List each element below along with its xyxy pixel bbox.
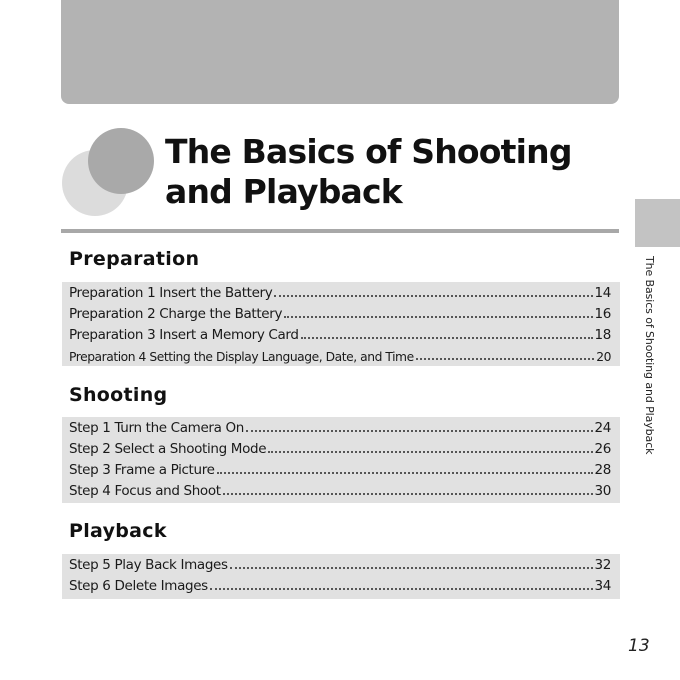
toc-entry-page: 32 <box>594 557 611 573</box>
leader-dots <box>246 430 593 432</box>
title-rule <box>61 229 619 233</box>
toc-entry[interactable] <box>62 345 620 366</box>
leader-dots <box>210 588 593 590</box>
section-heading-shooting: Shooting <box>69 384 168 406</box>
toc-entry[interactable] <box>62 575 620 596</box>
leader-dots <box>268 451 592 453</box>
toc-entry-page: 16 <box>594 306 611 322</box>
toc-entry[interactable] <box>62 417 620 438</box>
side-tab-label-wrapper <box>642 256 656 476</box>
toc-entry-page: 26 <box>594 441 611 457</box>
toc-entry-label: Preparation 4 Setting the Display Language, Date, and Time <box>69 350 414 364</box>
toc-box-shooting <box>62 417 620 503</box>
chapter-header-band <box>61 0 619 104</box>
leader-dots <box>217 472 593 474</box>
toc-entry-page: 28 <box>594 462 611 478</box>
toc-entry-page: 34 <box>594 578 611 594</box>
leader-dots <box>223 493 593 495</box>
leader-dots <box>301 337 593 339</box>
toc-entry[interactable] <box>62 282 620 303</box>
leader-dots <box>230 567 593 569</box>
leader-dots <box>284 316 592 318</box>
toc-box-preparation <box>62 282 620 366</box>
toc-entry-label: Step 3 Frame a Picture <box>69 462 215 478</box>
toc-entry[interactable] <box>62 480 620 501</box>
section-heading-playback: Playback <box>69 520 167 542</box>
toc-entry[interactable] <box>62 554 620 575</box>
leader-dots <box>416 358 595 360</box>
toc-entry[interactable] <box>62 438 620 459</box>
toc-entry[interactable] <box>62 324 620 345</box>
section-heading-preparation: Preparation <box>69 248 200 270</box>
toc-entry-page: 24 <box>594 420 611 436</box>
toc-entry-label: Step 2 Select a Shooting Mode <box>69 441 267 457</box>
toc-entry-page: 20 <box>596 350 611 364</box>
toc-entry-page: 30 <box>594 483 611 499</box>
toc-entry-label: Preparation 1 Insert the Battery <box>69 285 273 301</box>
chapter-title: The Basics of Shooting and Playback <box>165 132 572 211</box>
toc-entry[interactable] <box>62 303 620 324</box>
toc-entry-label: Step 1 Turn the Camera On <box>69 420 244 436</box>
toc-box-playback <box>62 554 620 599</box>
leader-dots <box>274 295 592 297</box>
side-tab <box>635 199 680 247</box>
decorative-circle-dark <box>88 128 154 194</box>
side-tab-label: The Basics of Shooting and Playback <box>643 256 656 455</box>
toc-entry-page: 14 <box>594 285 611 301</box>
toc-entry-page: 18 <box>594 327 611 343</box>
page-number: 13 <box>628 636 650 656</box>
toc-entry-label: Preparation 2 Charge the Battery <box>69 306 283 322</box>
toc-entry-label: Step 6 Delete Images <box>69 578 208 594</box>
toc-entry[interactable] <box>62 459 620 480</box>
toc-entry-label: Preparation 3 Insert a Memory Card <box>69 327 299 343</box>
toc-entry-label: Step 4 Focus and Shoot <box>69 483 221 499</box>
toc-entry-label: Step 5 Play Back Images <box>69 557 228 573</box>
